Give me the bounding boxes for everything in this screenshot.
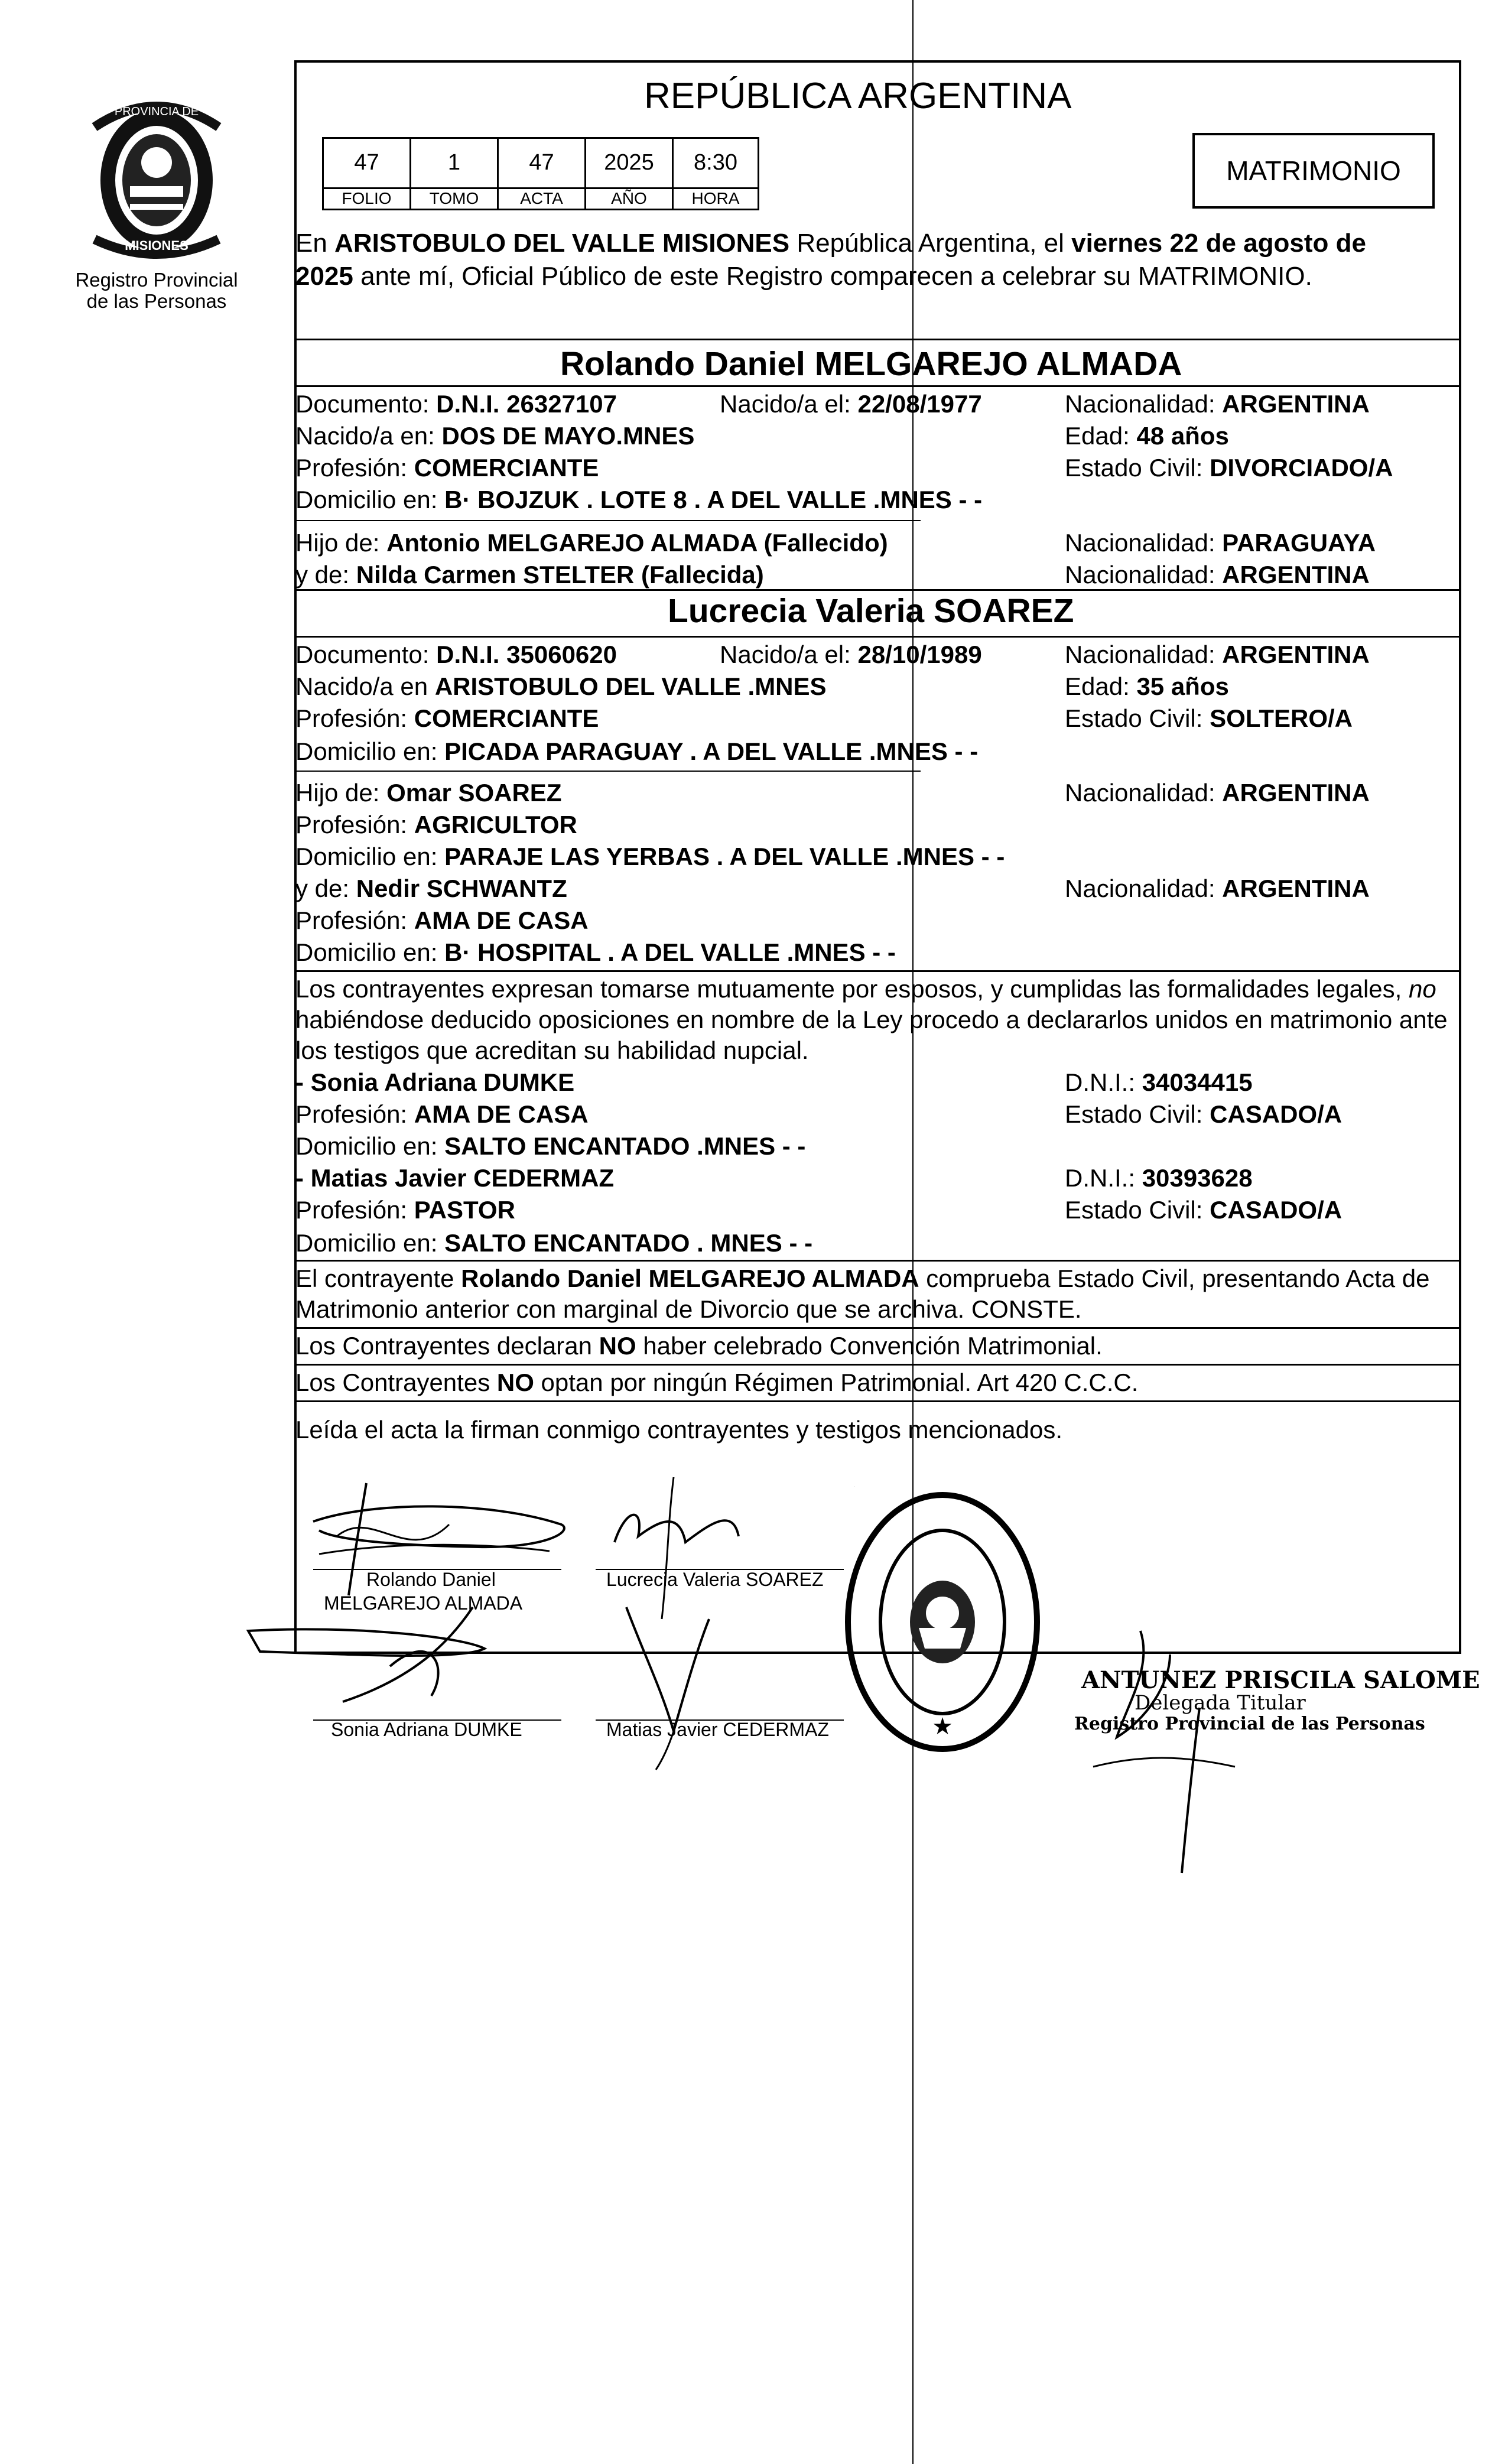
registry-name-line1: Registro Provincial [75, 269, 238, 291]
intro-line1: En ARISTOBULO DEL VALLE MISIONES República Argentina, el viernes 22 de agosto de [295, 229, 1366, 258]
groom-mother-nationality: Nacionalidad: ARGENTINA [1065, 561, 1370, 589]
witness-2-address: Domicilio en: SALTO ENCANTADO . MNES - - [295, 1229, 813, 1257]
bride-father-address: Domicilio en: PARAJE LAS YERBAS . A DEL VALLE .MNES - - [295, 843, 1005, 870]
hour-label: HORA [691, 189, 740, 207]
groom-signature-name-2: MELGAREJO ALMADA [324, 1592, 523, 1614]
officer-signature-scribble [1081, 1619, 1259, 1879]
officer-office: Registro Provincial de las Personas [1074, 1714, 1425, 1734]
svg-text:MISIONES: MISIONES [125, 238, 188, 253]
bride-mother-profession: Profesión: AMA DE CASA [295, 906, 589, 934]
folio-label: FOLIO [324, 188, 411, 209]
stamp-seal-icon [842, 1486, 1043, 1758]
witness-1-name: - Sonia Adriana DUMKE [295, 1068, 575, 1096]
record-table [322, 137, 759, 210]
statement-line2: habiéndose deducido oposiciones en nombre de la Ley procedo a declararlos unidos en matrimonio ante [295, 1006, 1448, 1033]
year-value: 2025 [586, 139, 674, 187]
bride-document: Documento: D.N.I. 35060620 [295, 641, 617, 668]
note-civil-status-2: Matrimonio anterior con marginal de Divorcio que se archiva. CONSTE. [295, 1295, 1082, 1323]
witness-1-signature-scribble [236, 1595, 567, 1714]
officer-name: ANTUNEZ PRISCILA SALOME [1081, 1666, 1480, 1694]
officer-title: Delegada Titular [1135, 1691, 1306, 1715]
bride-civil-status: Estado Civil: SOLTERO/A [1065, 704, 1353, 732]
groom-age: Edad: 48 años [1065, 422, 1229, 450]
bride-mother: y de: Nedir SCHWANTZ [295, 875, 567, 902]
bride-father-profession: Profesión: AGRICULTOR [295, 811, 577, 838]
witness-2-civil-status: Estado Civil: CASADO/A [1065, 1196, 1343, 1224]
bride-mother-address: Domicilio en: B· HOSPITAL . A DEL VALLE .MNES - - [295, 938, 896, 966]
groom-name: Rolando Daniel MELGAREJO ALMADA [560, 345, 1182, 383]
registry-seal [83, 92, 230, 269]
bride-mother-nationality: Nacionalidad: ARGENTINA [1065, 875, 1370, 902]
witness-2-profession: Profesión: PASTOR [295, 1196, 515, 1224]
bride-birthplace: Nacido/a en ARISTOBULO DEL VALLE .MNES [295, 672, 827, 700]
registry-name-line2: de las Personas [86, 290, 227, 312]
bride-father-nationality: Nacionalidad: ARGENTINA [1065, 779, 1370, 807]
bride-profession: Profesión: COMERCIANTE [295, 704, 599, 732]
witness-2-dni: D.N.I.: 30393628 [1065, 1164, 1253, 1192]
acta-value: 47 [499, 139, 586, 187]
witness-1-signature-name: Sonia Adriana DUMKE [331, 1719, 522, 1740]
bride-signature-name: Lucrecia Valeria SOAREZ [606, 1569, 824, 1590]
note-civil-status: El contrayente Rolando Daniel MELGAREJO ALMADA comprueba Estado Civil, presentando Acta de [295, 1264, 1430, 1292]
groom-civil-status: Estado Civil: DIVORCIADO/A [1065, 454, 1393, 482]
witness-2-signature-name: Matias Javier CEDERMAZ [606, 1719, 829, 1740]
seal-emblem-icon [83, 92, 230, 269]
doc-type: MATRIMONIO [1226, 155, 1401, 186]
bride-address: Domicilio en: PICADA PARAGUAY . A DEL VALLE .MNES - - [295, 737, 979, 765]
official-stamp [842, 1486, 1043, 1758]
groom-father: Hijo de: Antonio MELGAREJO ALMADA (Fallecido) [295, 529, 888, 557]
bride-nationality: Nacionalidad: ARGENTINA [1065, 641, 1370, 668]
bride-age: Edad: 35 años [1065, 672, 1229, 700]
tomo-value: 1 [411, 139, 499, 187]
witness-1-dni: D.N.I.: 34034415 [1065, 1068, 1253, 1096]
doc-type-box [1192, 133, 1435, 209]
groom-mother: y de: Nilda Carmen STELTER (Fallecida) [295, 561, 764, 589]
groom-nationality: Nacionalidad: ARGENTINA [1065, 390, 1370, 418]
svg-text:★: ★ [932, 1713, 953, 1740]
statement-line1: Los contrayentes expresan tomarse mutuamente por esposos, y cumplidas las formalidades legales, no [295, 975, 1436, 1003]
witness-1-address: Domicilio en: SALTO ENCANTADO .MNES - - [295, 1132, 806, 1160]
witness-2-signature-scribble [609, 1595, 739, 1773]
groom-father-nationality: Nacionalidad: PARAGUAYA [1065, 529, 1376, 557]
witness-1-civil-status: Estado Civil: CASADO/A [1065, 1100, 1343, 1128]
bride-father: Hijo de: Omar SOAREZ [295, 779, 562, 807]
svg-text:PROVINCIA DE: PROVINCIA DE [114, 105, 199, 118]
bride-birthdate: Nacido/a el: 28/10/1989 [720, 641, 982, 668]
folio-value: 47 [324, 139, 411, 187]
tomo-label: TOMO [411, 188, 499, 209]
groom-birthplace: Nacido/a en: DOS DE MAYO.MNES [295, 422, 695, 450]
statement-line3: los testigos que acreditan su habilidad nupcial. [295, 1036, 809, 1064]
acta-label: ACTA [499, 188, 586, 209]
groom-address: Domicilio en: B· BOJZUK . LOTE 8 . A DEL VALLE .MNES - - [295, 486, 983, 513]
note-convention: Los Contrayentes declaran NO haber celebrado Convención Matrimonial. [295, 1332, 1103, 1360]
note-read: Leída el acta la firman conmigo contrayentes y testigos mencionados. [295, 1416, 1063, 1444]
groom-profession: Profesión: COMERCIANTE [295, 454, 599, 482]
intro-line2: 2025 ante mí, Oficial Público de este Registro comparecen a celebrar su MATRIMONIO. [295, 262, 1312, 291]
groom-birthdate: Nacido/a el: 22/08/1977 [720, 390, 982, 418]
groom-document: Documento: D.N.I. 26327107 [295, 390, 617, 418]
witness-1-profession: Profesión: AMA DE CASA [295, 1100, 589, 1128]
hour-value: 8:30 [694, 150, 737, 175]
bride-name: Lucrecia Valeria SOAREZ [668, 592, 1074, 630]
note-regime: Los Contrayentes NO optan por ningún Régimen Patrimonial. Art 420 C.C.C. [295, 1368, 1139, 1396]
witness-2-name: - Matias Javier CEDERMAZ [295, 1164, 615, 1192]
year-label: AÑO [586, 188, 674, 209]
header-title: REPÚBLICA ARGENTINA [644, 76, 1072, 116]
groom-signature-name-1: Rolando Daniel [366, 1569, 496, 1590]
